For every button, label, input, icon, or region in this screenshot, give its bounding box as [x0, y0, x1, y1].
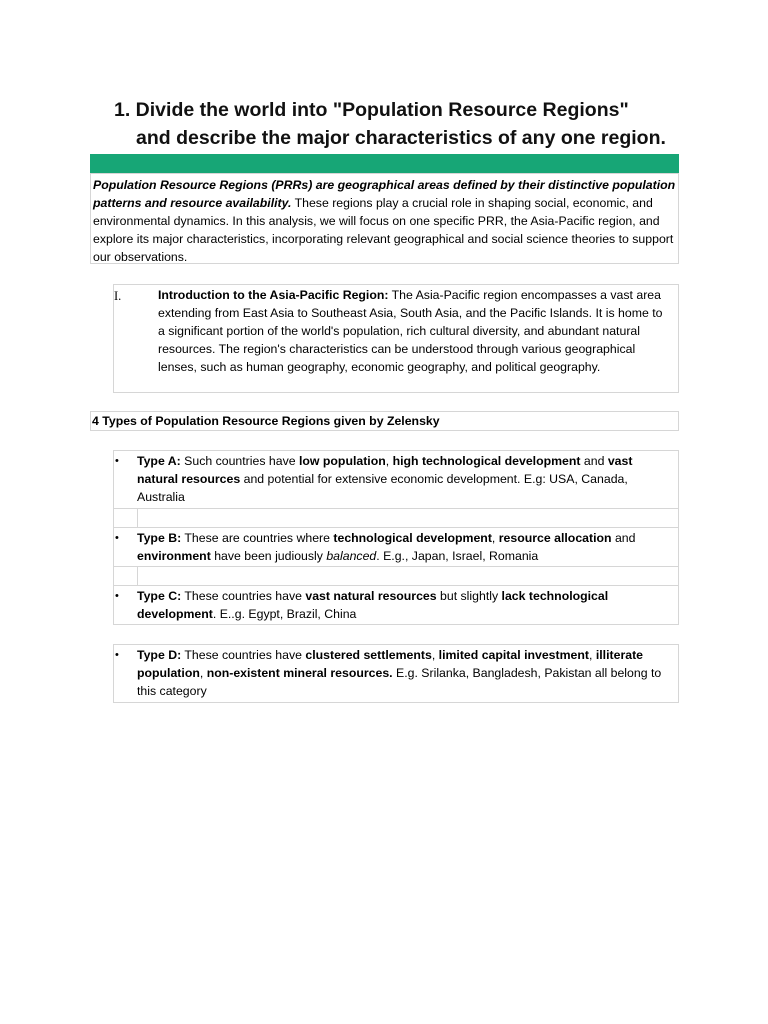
text-run: Such countries have [180, 454, 299, 468]
text-run: but slightly [436, 589, 502, 603]
bullet-icon: • [115, 455, 119, 467]
intro-paragraph [90, 173, 679, 264]
section-asia-pacific [113, 284, 679, 393]
text-run: These countries have [181, 589, 306, 603]
type-a-text [137, 452, 672, 506]
section-title: Introduction to the Asia-Pacific Region: [158, 288, 389, 302]
text-run: These countries have [181, 648, 306, 662]
text-run: and [611, 531, 636, 545]
section-content [158, 286, 672, 376]
text-run: , [385, 454, 393, 468]
bold-run: clustered settlements [305, 648, 432, 662]
cell-divider [137, 509, 138, 527]
text-run: , [199, 666, 207, 680]
bold-run: technological development [333, 531, 492, 545]
bold-run: lack technological development [137, 589, 609, 621]
type-d-text [137, 646, 672, 700]
text-run: . E..g. Egypt, Brazil, China [212, 607, 357, 621]
bold-run: vast natural resources [137, 454, 633, 486]
text-run: and potential for extensive economic development. E.g: USA, Canada, Australia [137, 472, 628, 504]
heading-line-1: 1. Divide the world into "Population Resource Regions" [114, 99, 629, 121]
bullet-icon: • [115, 532, 119, 544]
type-d-label: Type D: [137, 648, 182, 662]
cell-divider [137, 567, 138, 585]
type-c-label: Type C: [137, 589, 182, 603]
empty-row [113, 508, 679, 528]
bold-run: resource allocation [498, 531, 612, 545]
type-d-item [113, 644, 679, 703]
intro-body: These regions play a crucial role in shaping social, economic, and environmental dynamics. In this analysis, we will focus on one specific PRR, the Asia-Pacific region, and explore its major characteristics, incorporating relevant geographical and social science theories to support our observations. [93, 196, 674, 264]
bold-run: non-existent mineral resources. [206, 666, 393, 680]
text-run: . E.g., Japan, Israel, Romania [376, 549, 539, 563]
accent-bar [90, 154, 679, 173]
bold-run: limited capital investment [438, 648, 589, 662]
types-heading: 4 Types of Population Resource Regions given by Zelensky [90, 411, 679, 431]
text-run: , [589, 648, 596, 662]
bold-run: environment [137, 549, 211, 563]
type-b-item [113, 527, 679, 567]
text-run: have been judiously [210, 549, 327, 563]
italic-run: balanced [326, 549, 377, 563]
type-b-label: Type B: [137, 531, 182, 545]
bold-run: low population [299, 454, 386, 468]
section-body: The Asia-Pacific region encompasses a vast area extending from East Asia to Southeast Asia, South Asia, and the Pacific Islands. It is home to a significant portion of the world's population, rich cultural diversity, and abundant natural resources. The region's characteristics can be understood through various geographical lenses, such as human geography, economic geography, and political geography. [158, 288, 663, 374]
bold-run: vast natural resources [305, 589, 437, 603]
type-c-text [137, 587, 672, 623]
page-heading [114, 96, 714, 152]
text-run: These are countries where [181, 531, 334, 545]
heading-line-2: and describe the major characteristics of any one region. [136, 127, 666, 149]
bullet-icon: • [115, 590, 119, 602]
text-run: , [431, 648, 439, 662]
text-run: E.g. Srilanka, Bangladesh, Pakistan all belong to this category [137, 666, 662, 698]
bullet-icon: • [115, 649, 119, 661]
type-a-item [113, 450, 679, 509]
section-number: I. [114, 289, 122, 303]
bold-run: high technological development [392, 454, 581, 468]
type-a-label: Type A: [137, 454, 181, 468]
text-run: and [580, 454, 608, 468]
intro-emphasis: Population Resource Regions (PRRs) are geographical areas defined by their distinctive population patterns and resource availability. [93, 178, 676, 210]
bold-run: illiterate population [137, 648, 644, 680]
text-run: , [491, 531, 499, 545]
empty-row [113, 566, 679, 586]
type-b-text [137, 529, 672, 565]
type-c-item [113, 585, 679, 625]
